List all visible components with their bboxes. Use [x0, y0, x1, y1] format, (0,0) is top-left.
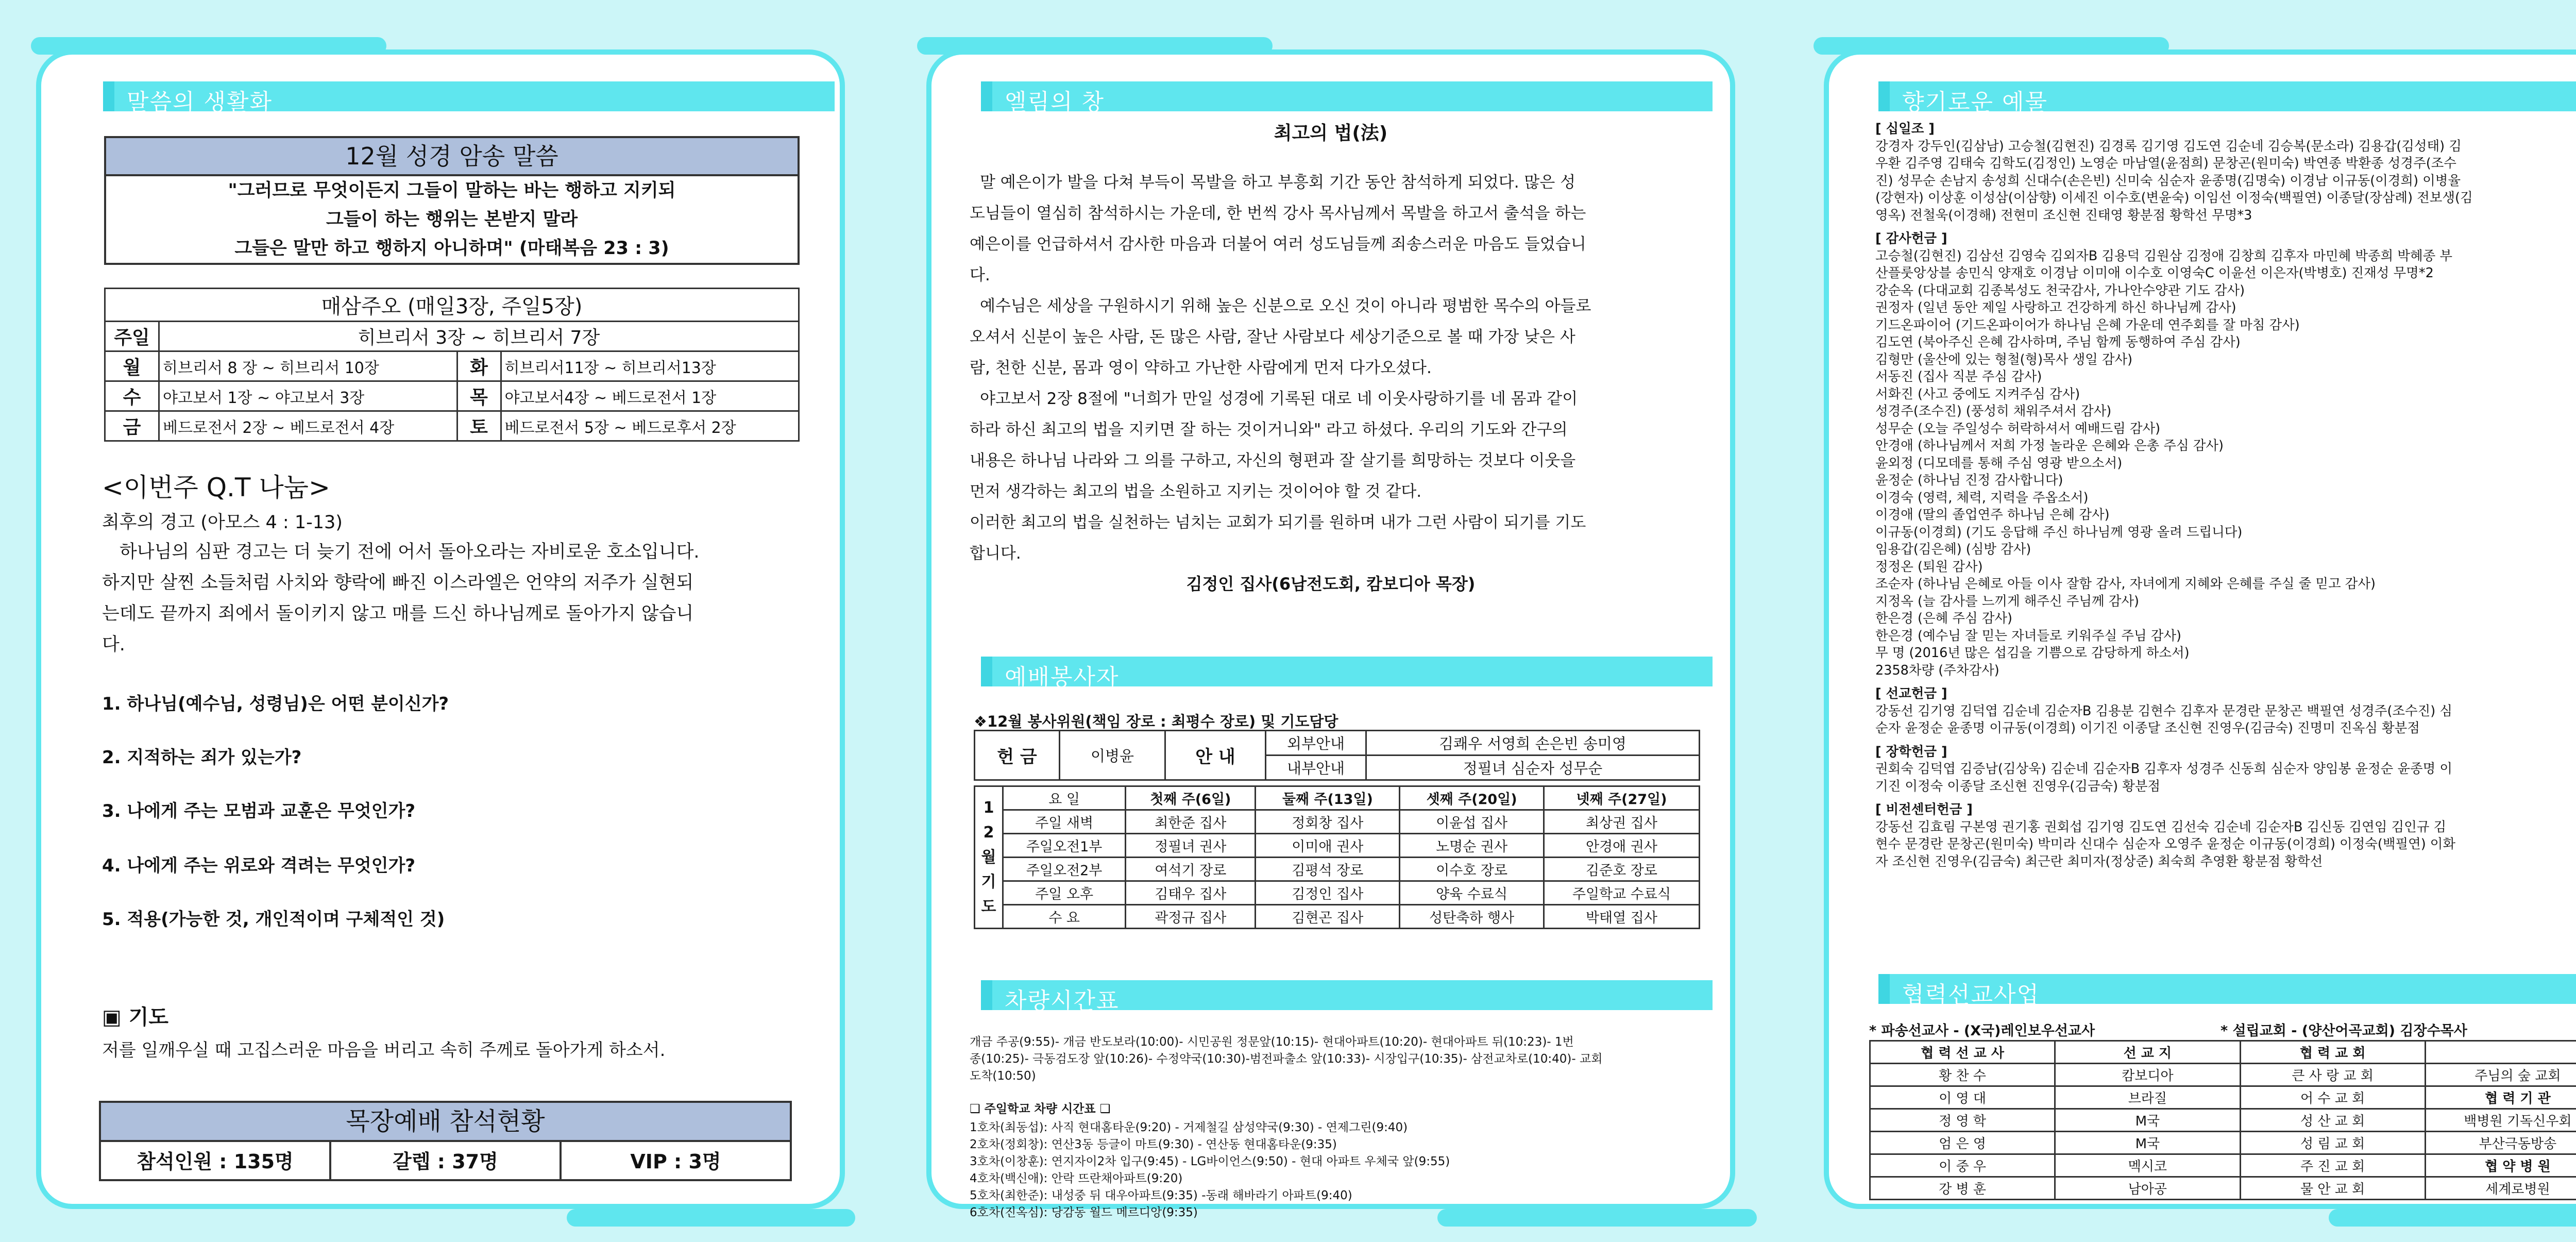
section-title-bar [981, 657, 1713, 691]
mission-row [1870, 1177, 2576, 1200]
reading-range: 히브리서 3장 ~ 히브리서 7장 [159, 322, 799, 351]
offering-line: 권정자 (일년 동안 제일 사랑하고 건강하게 하신 하나님께 감사) [1875, 300, 2236, 315]
duty-cell: 양육 수료식 [1400, 881, 1544, 905]
school-bus-list [970, 1119, 1701, 1221]
reading-day: 금 [105, 411, 159, 441]
offering-line: 기진 이정숙 이종달 조신현 진영우(김금숙) 황분점 [1875, 778, 2161, 794]
school-bus-line: 4호차(백신애): 안락 뜨란채아파트(9:20) [970, 1172, 1183, 1185]
outer-guide-names: 김쾌우 서영희 손은빈 송미영 [1366, 731, 1700, 756]
offering-line: 서화진 (사고 중에도 지켜주심 감사) [1875, 386, 2080, 402]
offering-group-label: [ 비전센터헌금 ] [1875, 802, 1973, 817]
qt-line: 하나님의 심판 경고는 더 늦기 전에 어서 돌아오라는 자비로운 호소입니다. [120, 542, 700, 562]
section-title-bar [1878, 81, 2576, 115]
offering-line: 이경애 (딸의 졸업연주 하나님 은혜 감사) [1875, 507, 2110, 523]
duty-cell: 주일학교 수료식 [1544, 881, 1699, 905]
offering-name: 이병윤 [1060, 731, 1165, 780]
duty-row [975, 834, 1700, 858]
article-line: 다. [970, 266, 990, 284]
duty-cell: 김준호 장로 [1544, 858, 1699, 881]
attendance-count: 참석인원 : 135명 [101, 1142, 331, 1181]
mission-caption-left: * 파송선교사 - (X국)레인보우선교사 [1869, 1023, 2095, 1039]
reading-day: 주일 [105, 322, 159, 351]
verse-line: "그러므로 무엇이든지 그들이 말하는 바는 행하고 지키되 [228, 180, 676, 201]
reading-range: 야고보서 1장 ~ 야고보서 3장 [159, 381, 457, 411]
offerings-list [1875, 121, 2576, 870]
mission-cell: 협 력 기 관 [2425, 1086, 2576, 1109]
duty-cell: 정회창 집사 [1256, 810, 1400, 834]
qt-question: 2. 지적하는 죄가 있는가? [102, 747, 302, 768]
school-bus-title: ❑ 주일학교 차량 시간표 ❑ [970, 1102, 1111, 1116]
decor-bar-right-bottom [2329, 1209, 2576, 1227]
attendance-vip: VIP : 3명 [630, 1150, 721, 1173]
mission-cell: 세계로병원 [2425, 1177, 2576, 1200]
offering-line: 기드온파이어 (기드온파이어가 하나님 은혜 가운데 연주회를 잘 마침 감사) [1875, 317, 2300, 333]
article-line: 합니다. [970, 544, 1021, 563]
mission-row [1870, 1064, 2576, 1086]
mission-cell: 큰 사 랑 교 회 [2240, 1064, 2425, 1086]
duty-cell: 곽정규 집사 [1126, 905, 1256, 929]
offering-line: 강동선 김효림 구본영 권기홍 권회섭 김기영 김도연 김선숙 김순네 김순자B 김신동 김연임 김인규 김 [1875, 819, 2447, 835]
reading-day: 목 [457, 381, 501, 411]
bus-line: 도착(10:50) [970, 1069, 1036, 1083]
duty-cell: 최한준 집사 [1126, 810, 1256, 834]
mission-cell: 협 약 병 원 [2425, 1154, 2576, 1177]
mission-row [1870, 1109, 2576, 1132]
duty-header: 넷째 주(27일) [1544, 786, 1699, 810]
section-title: 말씀의 생활화 [127, 89, 273, 115]
offering-line: 윤정순 (하나님 진정 감사합니다) [1875, 473, 2063, 488]
offering-line: 강경자 강두인(김삼남) 고승철(김현진) 김경록 김기영 김도연 김순네 김승복(문소라) 김용갑(김성태) 김 [1875, 138, 2462, 154]
prayer-heading: ▣ 기도 [102, 1005, 168, 1029]
offering-group-label: [ 선교헌금 ] [1875, 686, 1947, 701]
section-title: 향기로운 예물 [1902, 89, 2048, 115]
attendance-box [99, 1101, 792, 1181]
duty-cell: 여석기 장로 [1126, 858, 1256, 881]
offering-line: 지정옥 (늘 감사를 느끼게 해주신 주님께 감사) [1875, 593, 2139, 609]
article-line: 람, 천한 신분, 몸과 영이 약하고 가난한 사람에게 먼저 다가오셨다. [970, 359, 1432, 377]
mission-cell: 엄 은 영 [1870, 1132, 2055, 1154]
section-title-bar [1878, 974, 2576, 1008]
article-line: 오셔서 신분이 높은 사람, 돈 많은 사람, 잘난 사람보다 세상기준으로 볼 때 가장 낮은 사 [970, 328, 1575, 346]
offering-line: 권회숙 김덕엽 김증남(김상욱) 김순네 김순자B 김후자 성경주 신동희 심순자 양임봉 윤정순 윤종명 이 [1875, 761, 2452, 777]
duty-cell: 주일 새벽 [1003, 810, 1126, 834]
school-bus-line: 1호차(최동섭): 사직 현대홈타운(9:20) - 거제철길 삼성약국(9:30) - 연제그린(9:40) [970, 1121, 1408, 1134]
mission-cell: 주 진 교 회 [2240, 1154, 2425, 1177]
duty-row [975, 905, 1700, 929]
offering-line: 한은경 (은혜 주심 감사) [1875, 611, 2012, 626]
offering-label: 헌 금 [975, 731, 1060, 780]
mission-header: 선 교 지 [2055, 1041, 2240, 1064]
duty-cell: 김태우 집사 [1126, 881, 1256, 905]
offering-line: 강순옥 (다대교회 김종복성도 천국감사, 가나안수양관 기도 감사) [1875, 282, 2245, 298]
verse-line: 그들은 말만 하고 행하지 아니하며" (마태복음 23 : 3) [234, 238, 669, 259]
duty-side-text: 12월기도 [981, 798, 996, 916]
verse-line: 그들이 하는 행위는 본받지 말라 [326, 209, 578, 230]
reading-plan-table [104, 288, 800, 442]
mission-cell: 캄보디아 [2055, 1064, 2240, 1086]
mission-caption-right: * 설립교회 - (양산어곡교회) 김장수목사 [2221, 1023, 2467, 1039]
mission-header: 협 력 교 회 [2240, 1041, 2425, 1064]
verse-box [104, 136, 800, 265]
inner-guide-label: 내부안내 [1266, 756, 1366, 780]
duty-cell: 성탄축하 행사 [1400, 905, 1544, 929]
duty-cell: 이미애 권사 [1256, 834, 1400, 858]
qt-line: 는데도 끝까지 죄에서 돌이키지 않고 매를 드신 하나님께로 돌아가지 않습니 [102, 603, 694, 624]
bus-line: 개금 주공(9:55)- 개금 반도보라(10:00)- 시민공원 정문앞(10:15)- 현대아파트(10:20)- 현대아파트 뒤(10:23)- 1번 [970, 1035, 1574, 1049]
bus-main-route [970, 1034, 1701, 1085]
qt-line: 하지만 살찐 소들처럼 사치와 향락에 빠진 이스라엘은 언약의 저주가 실현되 [102, 573, 694, 593]
duty-row [975, 810, 1700, 834]
mission-cell: 물 안 교 회 [2240, 1177, 2425, 1200]
mission-cell: 백병원 기독신우회 [2425, 1109, 2576, 1132]
qt-question: 3. 나에게 주는 모범과 교훈은 무엇인가? [102, 801, 416, 821]
mission-cell: 주님의 숲 교회 [2425, 1064, 2576, 1086]
offering-line: 이경숙 (영력, 체력, 지력을 주옵소서) [1875, 490, 2089, 506]
duty-row [975, 881, 1700, 905]
article-author: 김정인 집사(6남전도회, 캄보디아 목장) [1186, 574, 1476, 594]
offering-line: 영옥) 전철욱(이경해) 전현미 조신현 진태영 황분점 황학선 무명*3 [1875, 207, 2252, 223]
duty-cell: 이윤섭 집사 [1400, 810, 1544, 834]
panel-middle [926, 49, 1735, 1219]
mission-cell: 정 영 학 [1870, 1109, 2055, 1132]
reading-range: 야고보서4장 ~ 베드로전서 1장 [501, 381, 799, 411]
duty-cell: 수 요 [1003, 905, 1126, 929]
school-bus-line: 2호차(정회창): 연산3동 등글이 마트(9:30) - 연산동 현대홈타운(9:35) [970, 1138, 1337, 1151]
duty-cell: 안경애 권사 [1544, 834, 1699, 858]
duty-cell: 최상권 집사 [1544, 810, 1699, 834]
offering-line: 고승철(김현진) 김삼선 김영숙 김외자B 김용덕 김원삼 김정애 김창희 김후자 마민혜 박종희 박혜종 부 [1875, 248, 2452, 264]
offering-line: 한은경 (예수님 잘 믿는 자녀들로 키워주실 주님 감사) [1875, 628, 2181, 644]
reading-day: 토 [457, 411, 501, 441]
offering-line: 진) 성무순 손남지 송성희 신대수(손은빈) 신미숙 심순자 윤종명(김명숙) 이경남 이규동(이경희) 이병율 [1875, 173, 2461, 189]
mission-cell: M국 [2055, 1132, 2240, 1154]
verse-box-title: 12월 성경 암송 말씀 [106, 138, 798, 176]
mission-row [1870, 1154, 2576, 1177]
qt-question: 5. 적용(가능한 것, 개인적이며 구체적인 것) [102, 909, 445, 930]
duty-cell: 김정인 집사 [1256, 881, 1400, 905]
mission-cell: 이 영 대 [1870, 1086, 2055, 1109]
article-line: 먼저 생각하는 최고의 법을 소원하고 지키는 것이어야 할 것 같다. [970, 482, 1422, 501]
mission-cell: 부산극동방송 [2425, 1132, 2576, 1154]
offering-group-label: [ 십일조 ] [1875, 121, 1935, 137]
guide-label: 안 내 [1165, 731, 1266, 780]
section-title-bar [981, 980, 1713, 1014]
offering-line: 조순자 (하나님 은혜로 아들 이사 잘함 감사, 자녀에게 지혜와 은혜를 주실 줄 믿고 감사) [1875, 576, 2376, 592]
duty-cell: 주일 오후 [1003, 881, 1126, 905]
qt-question: 1. 하나님(예수님, 성령님)은 어떤 분이신가? [102, 694, 449, 714]
article-body [970, 167, 1696, 569]
duty-cell: 노명순 권사 [1400, 834, 1544, 858]
offering-group-label: [ 감사헌금 ] [1875, 231, 1947, 246]
guide-table [974, 730, 1700, 781]
school-bus-line: 6호차(진옥심): 당감동 월드 메르디앙(9:35) [970, 1206, 1198, 1219]
qt-question: 4. 나에게 주는 위로와 격려는 무엇인가? [102, 855, 416, 876]
reading-day: 월 [105, 351, 159, 381]
prayer-text: 저를 일깨우실 때 고집스러운 마음을 버리고 속히 주께로 돌아가게 하소서. [102, 1040, 666, 1061]
article-line: 말 예은이가 발을 다쳐 부득이 목발을 하고 부흥회 기간 동안 참석하게 되었다. 많은 성 [980, 173, 1576, 192]
offering-line: 자 조신현 진영우(김금숙) 최근란 최미자(정상준) 최숙희 추영환 황분점 황학선 [1875, 853, 2323, 869]
offering-group-label: [ 장학헌금 ] [1875, 744, 1947, 760]
mission-row [1870, 1132, 2576, 1154]
article-line: 예수님은 세상을 구원하시기 위해 높은 신분으로 오신 것이 아니라 평범한 목수의 아들로 [980, 297, 1591, 315]
duty-row [975, 858, 1700, 881]
servants-note: ❖12월 봉사위원(책임 장로 : 최평수 장로) 및 기도담당 [974, 713, 1338, 730]
duty-cell: 주일오전2부 [1003, 858, 1126, 881]
reading-plan-title: 매삼주오 (매일3장, 주일5장) [105, 289, 799, 322]
mission-cell: 멕시코 [2055, 1154, 2240, 1177]
mission-cell: 황 찬 수 [1870, 1064, 2055, 1086]
mission-cell: 이 중 우 [1870, 1154, 2055, 1177]
article-line: 야고보서 2장 8절에 "너희가 만일 성경에 기록된 대로 네 이웃사랑하기를 네 몸과 같이 [980, 390, 1578, 408]
offering-line: 안경애 (하나님께서 저희 가정 놀라운 은혜와 은총 주심 감사) [1875, 438, 2224, 454]
section-title-bar [981, 81, 1713, 115]
duty-cell: 정필녀 권사 [1126, 834, 1256, 858]
mission-header [2425, 1041, 2576, 1064]
offering-line: 무 명 (2016년 많은 섭김을 기쁨으로 감당하게 하소서) [1875, 645, 2190, 661]
panel-left [36, 49, 845, 1209]
reading-range: 베드로전서 5장 ~ 베드로후서 2장 [501, 411, 799, 441]
mission-row [1870, 1086, 2576, 1109]
article-line: 예은이를 언급하셔서 감사한 마음과 더불어 여러 성도님들께 죄송스러운 마음도 들었습니 [970, 235, 1586, 254]
article-line: 내용은 하나님 나라와 그 의를 구하고, 자신의 형편과 잘 살기를 희망하는 것보다 이웃을 [970, 451, 1576, 470]
offering-line: 2358차량 (주차감사) [1875, 662, 1999, 678]
section-title: 엘림의 창 [1005, 89, 1105, 115]
reading-range: 베드로전서 2장 ~ 베드로전서 4장 [159, 411, 457, 441]
offering-line: 성경주(조수진) (풍성히 채워주셔서 감사) [1875, 404, 2112, 419]
mission-table [1869, 1040, 2576, 1200]
duty-header: 둘째 주(13일) [1256, 786, 1400, 810]
offering-line: 현수 문경란 문창곤(원미숙) 박미라 신대수 심순자 오영주 윤정순 이규동(이경희) 이정숙(백필연) 이화 [1875, 836, 2456, 852]
qt-subtitle: 최후의 경고 (아모스 4 : 1-13) [102, 512, 343, 533]
duty-table [974, 785, 1700, 929]
mission-header: 협 력 선 교 사 [1870, 1041, 2055, 1064]
panel-right [1824, 49, 2576, 1209]
duty-cell: 박태열 집사 [1544, 905, 1699, 929]
school-bus-line: 5호차(최한준): 내성중 뒤 대우아파트(9:35) -동래 해바라기 아파트(9:40) [970, 1189, 1352, 1202]
reading-day: 화 [457, 351, 501, 381]
attendance-caleb: 갈렙 : 37명 [331, 1142, 562, 1181]
outer-guide-label: 외부안내 [1266, 731, 1366, 756]
duty-cell: 김평석 장로 [1256, 858, 1400, 881]
duty-header: 첫째 주(6일) [1126, 786, 1256, 810]
mission-cell: 성 산 교 회 [2240, 1109, 2425, 1132]
offering-line: 서동진 (집사 직분 주심 감사) [1875, 369, 2042, 384]
duty-side-label [975, 786, 1003, 929]
duty-cell: 김현곤 집사 [1256, 905, 1400, 929]
duty-cell: 이수호 장로 [1400, 858, 1544, 881]
offering-line: 이규동(이경희) (기도 응답해 주신 하나님께 영광 올려 드립니다) [1875, 524, 2243, 540]
attendance-row [101, 1142, 790, 1181]
offering-line: 임용갑(김은혜) (심방 감사) [1875, 542, 2031, 557]
qt-heading: <이번주 Q.T 나눔> [102, 473, 330, 502]
attendance-title: 목장예배 참석현황 [101, 1103, 790, 1142]
mission-cell: 남아공 [2055, 1177, 2240, 1200]
section-title: 협력선교사업 [1902, 982, 2040, 1008]
offering-line: 산플룻앙상블 송민식 양재호 이경남 이미애 이수호 이영숙C 이윤선 이은자(박병호) 진재성 무명*2 [1875, 265, 2434, 281]
offering-line: 김형만 (울산에 있는 형철(형)목사 생일 감사) [1875, 351, 2133, 367]
decor-bar-left-bottom [567, 1209, 855, 1227]
school-bus-line: 3호차(이창훈): 연지자이2차 입구(9:45) - LG바이언스(9:50) - 현대 아파트 우체국 앞(9:55) [970, 1155, 1450, 1168]
offering-line: 강동선 김기영 김덕엽 김순네 김순자B 김용분 김현수 김후자 문경란 문창곤 백필연 성경주(조수진) 심 [1875, 703, 2452, 719]
section-title: 차량시간표 [1005, 988, 1120, 1014]
offering-line: 순자 윤정순 윤종명 이규동(이경희) 이기진 이종달 조신현 진영우(김금숙) 진명미 진옥심 황분점 [1875, 720, 2420, 736]
qt-paragraph [102, 536, 808, 660]
mission-cell: 강 병 훈 [1870, 1177, 2055, 1200]
section-title-bar [103, 81, 835, 115]
mission-cell: 브라질 [2055, 1086, 2240, 1109]
article-line: 이러한 최고의 법을 실천하는 넘치는 교회가 되기를 원하며 내가 그런 사람이 되기를 기도 [970, 513, 1586, 532]
offering-line: 성무순 (오늘 주일성수 허락하셔서 예배드림 감사) [1875, 421, 2161, 437]
offering-line: 정정온 (퇴원 감사) [1875, 559, 1983, 575]
article-line: 도님들이 열심히 참석하시는 가운데, 한 번씩 강사 목사님께서 목발을 하고서 출석을 하는 [970, 204, 1586, 223]
duty-header: 셋째 주(20일) [1400, 786, 1544, 810]
article-line: 하라 하신 최고의 법을 지키면 잘 하는 것이거니와" 라고 하셨다. 우리의 기도와 간구의 [970, 421, 1568, 439]
offering-line: 윤외정 (디모데를 통해 주심 영광 받으소서) [1875, 455, 2123, 471]
duty-header: 요 일 [1003, 786, 1126, 810]
offering-line: (강현자) 이상훈 이성삼(이삼향) 이세진 이수호(변윤숙) 이임선 이정숙(백필연) 이종달(장삼례) 전보생(김 [1875, 190, 2473, 206]
duty-cell: 주일오전1부 [1003, 834, 1126, 858]
reading-range: 히브리서11장 ~ 히브리서13장 [501, 351, 799, 381]
offering-line: 김도연 (북아주신 은혜 감사하며, 주님 함께 동행하여 주심 감사) [1875, 334, 2241, 350]
qt-line: 다. [102, 634, 125, 655]
reading-day: 수 [105, 381, 159, 411]
mission-cell: 어 수 교 회 [2240, 1086, 2425, 1109]
mission-cell: 성 림 교 회 [2240, 1132, 2425, 1154]
bus-line: 종(10:25)- 극동검도장 앞(10:26)- 수정약국(10:30)-범전파출소 앞(10:33)- 시장입구(10:35)- 삼전교차로(10:40)- 교회 [970, 1052, 1603, 1066]
inner-guide-names: 정필녀 심순자 성무순 [1366, 756, 1700, 780]
reading-range: 히브리서 8 장 ~ 히브리서 10장 [159, 351, 457, 381]
mission-cell: M국 [2055, 1109, 2240, 1132]
article-title: 최고의 법(法) [1274, 123, 1388, 144]
section-title: 예배봉사자 [1005, 664, 1120, 691]
offering-line: 우환 김주영 김태숙 김학도(김정인) 노영순 마남열(윤점희) 문창곤(원미숙) 박연종 박환종 성경주(조수 [1875, 156, 2456, 171]
